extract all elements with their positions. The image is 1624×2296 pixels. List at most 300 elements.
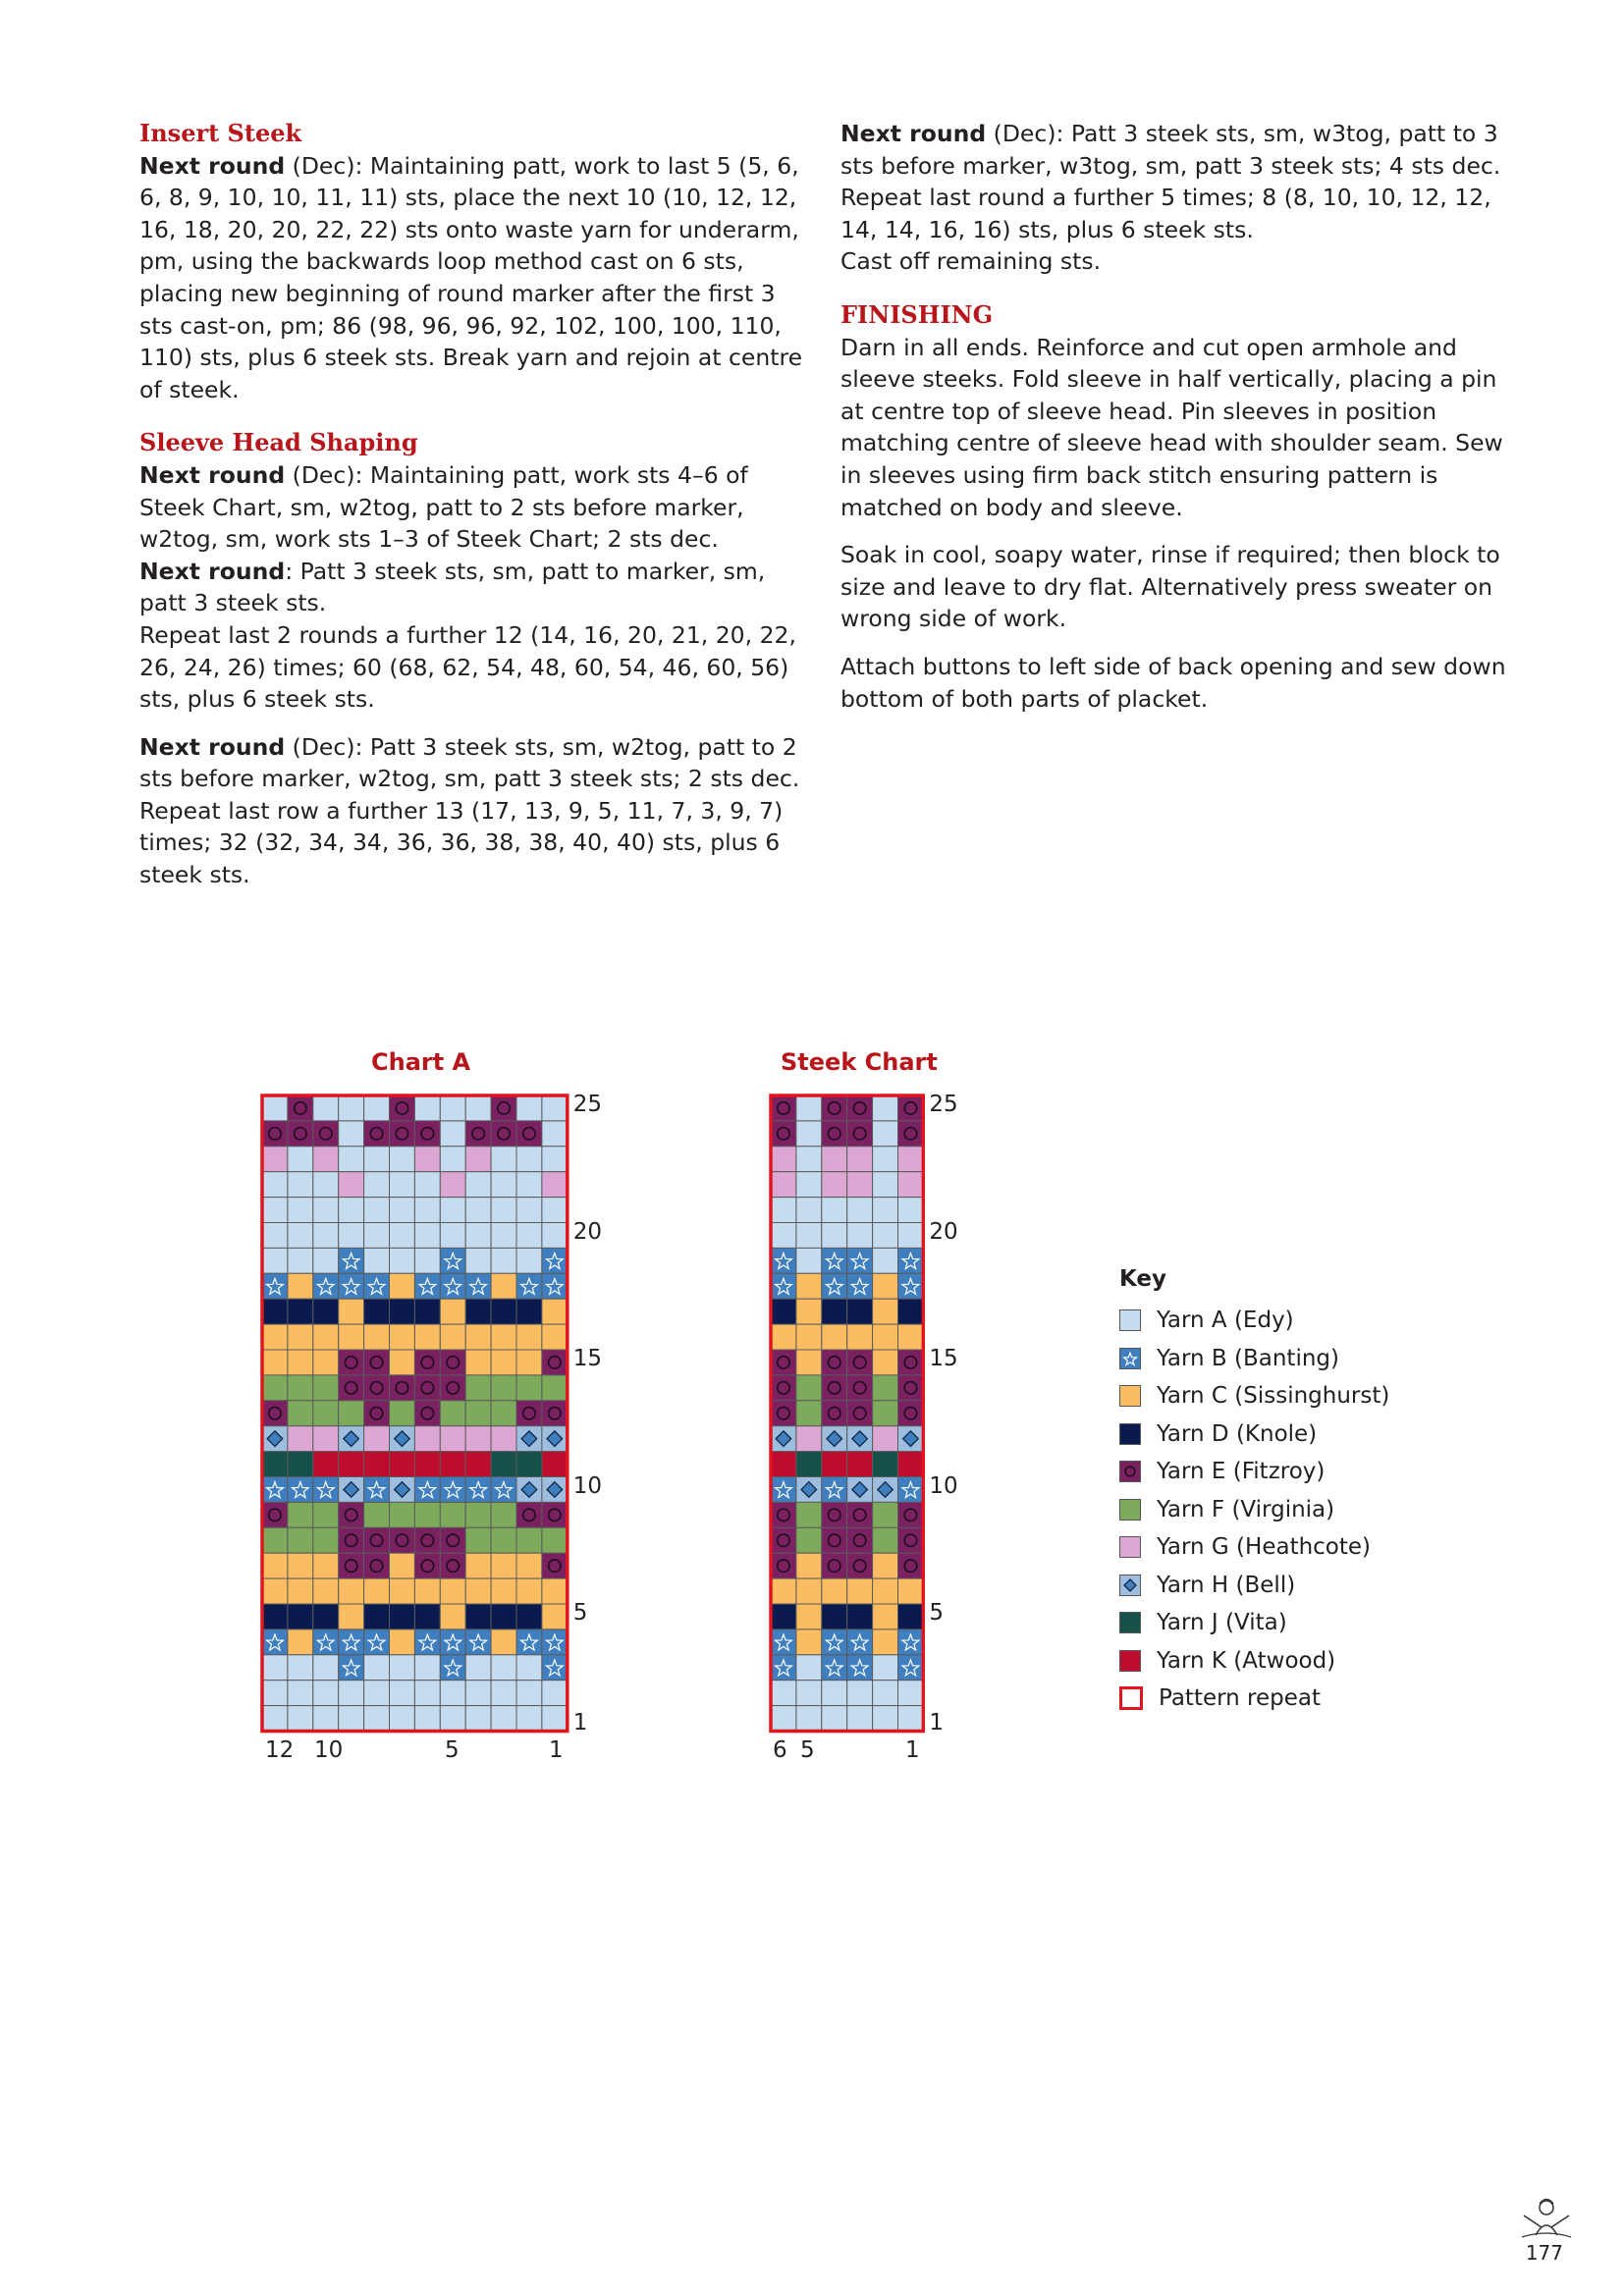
chart-cell <box>440 1401 465 1426</box>
chart-cell <box>847 1553 873 1578</box>
row-label: 25 <box>572 1092 603 1117</box>
chart-cell <box>847 1401 873 1426</box>
chart-cell <box>288 1604 313 1629</box>
yarn-swatch <box>1119 1309 1141 1331</box>
instruction-text: Attach buttons to left side of back opening and sew down bottom of both parts of placket. <box>840 652 1506 713</box>
chart-cell <box>364 1452 390 1477</box>
chart-cell <box>390 1706 415 1732</box>
chart-cell <box>313 1375 339 1401</box>
chart-cell <box>465 1452 491 1477</box>
chart-cell <box>262 1604 288 1629</box>
chart-cell <box>440 1706 465 1732</box>
chart-cell <box>390 1502 415 1527</box>
chart-cell <box>288 1681 313 1706</box>
chart-cell <box>414 1452 440 1477</box>
chart-cell <box>364 1502 390 1527</box>
row-label: 20 <box>929 1218 958 1245</box>
chart-cell <box>898 1223 924 1249</box>
column-label: 1 <box>905 1736 920 1763</box>
column-label: 12 <box>265 1736 295 1763</box>
chart-cell <box>516 1401 542 1426</box>
chart-cell <box>390 1655 415 1681</box>
chart-cell <box>873 1248 898 1273</box>
instruction-paragraph <box>840 539 1508 635</box>
instruction-line <box>139 731 807 795</box>
instruction-line <box>840 332 1508 524</box>
instruction-text: (Dec): Patt 3 steek sts, sm, w2tog, patt to 2 sts before marker, w2tog, sm, patt 3 steek sts; 2 sts dec. <box>139 732 800 793</box>
chart-cell <box>822 1375 847 1401</box>
key-item <box>1119 1302 1389 1340</box>
chart-cell <box>491 1324 516 1350</box>
chart-cell <box>465 1401 491 1426</box>
chart-cell <box>262 1147 288 1172</box>
chart-cell <box>262 1248 288 1273</box>
row-label: 5 <box>929 1600 945 1626</box>
chart-cell <box>542 1706 568 1732</box>
chart-cell <box>390 1248 415 1273</box>
chart-cell <box>414 1324 440 1350</box>
chart-title: Chart A <box>371 1048 471 1076</box>
chart-cell <box>847 1502 873 1527</box>
chart-cell <box>822 1604 847 1629</box>
chart-cell <box>847 1706 873 1732</box>
chart-cell <box>898 1375 924 1401</box>
chart-cell <box>465 1172 491 1198</box>
chart-cell <box>364 1375 390 1401</box>
chart-cell <box>390 1198 415 1223</box>
chart-cell <box>542 1553 568 1578</box>
chart-cell <box>465 1198 491 1223</box>
chart-cell <box>516 1527 542 1553</box>
section-heading: Sleeve Head Shaping <box>139 428 418 457</box>
chart-cell <box>414 1350 440 1375</box>
chart-cell <box>796 1095 822 1121</box>
chart-cell <box>440 1299 465 1324</box>
chart-title: Steek Chart <box>781 1048 938 1076</box>
chart-cell <box>847 1198 873 1223</box>
chart-cell <box>414 1172 440 1198</box>
chart-cell <box>822 1299 847 1324</box>
chart-cell <box>873 1223 898 1249</box>
row-label: 25 <box>929 1092 958 1117</box>
chart-cell <box>898 1553 924 1578</box>
chart-cell <box>440 1375 465 1401</box>
chart-cell <box>516 1147 542 1172</box>
chart-cell <box>847 1147 873 1172</box>
chart-cell <box>440 1095 465 1121</box>
chart-cell <box>822 1578 847 1604</box>
chart-cell <box>364 1681 390 1706</box>
chart-cell <box>516 1375 542 1401</box>
chart-cell <box>796 1172 822 1198</box>
chart-cell <box>313 1401 339 1426</box>
chart-cell <box>516 1223 542 1249</box>
chart-cell <box>465 1604 491 1629</box>
key-item <box>1119 1528 1389 1567</box>
section-heading: FINISHING <box>840 299 994 329</box>
chart-cell <box>771 1095 796 1121</box>
chart-cell <box>873 1121 898 1147</box>
chart-cell <box>516 1706 542 1732</box>
chart-cell <box>796 1299 822 1324</box>
chart-cell <box>873 1655 898 1681</box>
chart-cell <box>771 1121 796 1147</box>
chart-cell <box>898 1604 924 1629</box>
chart-cell <box>491 1706 516 1732</box>
key-label: Yarn E (Fitzroy) <box>1157 1459 1326 1485</box>
chart-cell <box>364 1324 390 1350</box>
section-heading: Insert Steek <box>139 119 302 147</box>
instruction-label: Next round <box>139 151 286 180</box>
chart-cell <box>390 1147 415 1172</box>
yarn-swatch <box>1119 1423 1141 1445</box>
chart-cell <box>288 1706 313 1732</box>
chart-cell <box>491 1604 516 1629</box>
instruction-label: Next round <box>139 557 286 585</box>
chart-cell <box>873 1527 898 1553</box>
instruction-text: Cast off remaining sts. <box>840 247 1102 276</box>
key-label: Yarn J (Vita) <box>1157 1610 1287 1636</box>
key-item <box>1119 1377 1389 1415</box>
column-label: 5 <box>445 1736 460 1763</box>
chart-cell <box>491 1172 516 1198</box>
chart-cell <box>465 1553 491 1578</box>
chart-cell <box>516 1324 542 1350</box>
chart-cell <box>364 1095 390 1121</box>
chart-cell <box>873 1350 898 1375</box>
key-label: Pattern repeat <box>1159 1685 1322 1712</box>
chart-cell <box>847 1299 873 1324</box>
chart-cell <box>262 1578 288 1604</box>
chart-cell <box>542 1604 568 1629</box>
chart-cell <box>771 1350 796 1375</box>
chart-cell <box>542 1121 568 1147</box>
chart-cell <box>262 1681 288 1706</box>
instruction-text: (Dec): Maintaining patt, work sts 4–6 of Steek Chart, sm, w2tog, patt to 2 sts before marker, w2tog, sm, work sts 1–3 of Steek Chart; 2 sts dec. <box>139 460 748 554</box>
yarn-swatch <box>1119 1499 1141 1521</box>
chart-cell <box>414 1147 440 1172</box>
chart-cell <box>288 1629 313 1655</box>
instruction-label: Next round <box>139 732 286 761</box>
chart-cell <box>898 1452 924 1477</box>
chart-cell <box>465 1147 491 1172</box>
chart-cell <box>873 1198 898 1223</box>
chart-cell <box>873 1172 898 1198</box>
chart-cell <box>440 1350 465 1375</box>
chart-cell <box>390 1299 415 1324</box>
key-label: Yarn F (Virginia) <box>1157 1496 1335 1522</box>
chart-cell <box>465 1706 491 1732</box>
chart-cell <box>771 1706 796 1732</box>
chart-cell <box>796 1655 822 1681</box>
chart-cell <box>822 1198 847 1223</box>
chart-cell <box>873 1706 898 1732</box>
chart-cell <box>771 1401 796 1426</box>
chart-cell <box>542 1502 568 1527</box>
chart-cell <box>898 1706 924 1732</box>
chart-cell <box>288 1223 313 1249</box>
instruction-line <box>139 619 807 716</box>
chart-cell <box>414 1527 440 1553</box>
chart-cell <box>516 1452 542 1477</box>
chart-cell <box>364 1401 390 1426</box>
chart-cell <box>873 1629 898 1655</box>
chart-cell <box>898 1198 924 1223</box>
chart-cell <box>465 1324 491 1350</box>
chart-cell <box>491 1198 516 1223</box>
instruction-text: Repeat last round a further 5 times; 8 (8, 10, 10, 12, 12, 14, 14, 16, 16) sts, plus 6 steek sts. <box>840 184 1491 243</box>
chart-cell <box>313 1147 339 1172</box>
key-item <box>1119 1604 1389 1642</box>
row-label: 20 <box>572 1218 603 1245</box>
chart-cell <box>440 1553 465 1578</box>
chart-cell <box>771 1604 796 1629</box>
chart-cell <box>414 1401 440 1426</box>
chart-cell <box>313 1248 339 1273</box>
chart-cell <box>390 1121 415 1147</box>
chart-cell <box>771 1681 796 1706</box>
chart-cell <box>288 1324 313 1350</box>
chart-cell <box>465 1578 491 1604</box>
chart-cell <box>491 1147 516 1172</box>
chart-cell <box>414 1578 440 1604</box>
chart-cell <box>491 1095 516 1121</box>
column-label: 10 <box>314 1736 344 1763</box>
key-item <box>1119 1340 1389 1378</box>
key-label: Yarn H (Bell) <box>1157 1572 1296 1598</box>
chart-cell <box>491 1426 516 1452</box>
chart-cell <box>364 1527 390 1553</box>
chart-cell <box>822 1121 847 1147</box>
chart-cell <box>364 1147 390 1172</box>
chart-cell <box>414 1095 440 1121</box>
chart-cell <box>491 1401 516 1426</box>
chart-cell <box>796 1401 822 1426</box>
chart-cell <box>390 1350 415 1375</box>
key-title: Key <box>1119 1266 1167 1292</box>
chart-cell <box>288 1248 313 1273</box>
chart-cell <box>873 1452 898 1477</box>
column-label: 5 <box>800 1736 815 1763</box>
chart-cell <box>390 1629 415 1655</box>
chart-cell <box>313 1604 339 1629</box>
instruction-paragraph <box>139 150 807 406</box>
chart-cell <box>313 1527 339 1553</box>
chart-cell <box>390 1527 415 1553</box>
chart-cell <box>262 1121 288 1147</box>
chart-cell <box>364 1223 390 1249</box>
knitter-mascot-icon <box>1516 2194 1577 2243</box>
instruction-paragraph <box>840 118 1508 278</box>
chart-cell <box>440 1578 465 1604</box>
chart-cell <box>440 1121 465 1147</box>
chart-cell <box>491 1553 516 1578</box>
chart-cell <box>465 1121 491 1147</box>
chart-cell <box>516 1198 542 1223</box>
chart-cell <box>796 1426 822 1452</box>
chart-cell <box>262 1401 288 1426</box>
chart-cell <box>516 1121 542 1147</box>
yarn-swatch <box>1119 1650 1141 1672</box>
chart-cell <box>873 1147 898 1172</box>
chart-cell <box>796 1527 822 1553</box>
chart-cell <box>440 1324 465 1350</box>
chart-cell <box>262 1198 288 1223</box>
key-label: Yarn B (Banting) <box>1157 1345 1339 1371</box>
chart-cell <box>796 1121 822 1147</box>
chart-cell <box>491 1248 516 1273</box>
chart-cell <box>465 1527 491 1553</box>
chart-cell <box>491 1502 516 1527</box>
chart-cell <box>390 1604 415 1629</box>
chart-cell <box>339 1299 364 1324</box>
chart-cell <box>414 1706 440 1732</box>
instruction-paragraph <box>139 459 807 716</box>
key-item <box>1119 1642 1389 1681</box>
chart-cell <box>288 1502 313 1527</box>
chart-cell <box>516 1502 542 1527</box>
key-label: Yarn D (Knole) <box>1157 1420 1318 1447</box>
chart-cell <box>465 1655 491 1681</box>
chart-cell <box>465 1299 491 1324</box>
chart-cell <box>542 1578 568 1604</box>
instruction-line <box>139 459 807 556</box>
chart-cell <box>898 1095 924 1121</box>
chart-cell <box>873 1681 898 1706</box>
row-label: 15 <box>929 1346 958 1371</box>
instruction-line <box>840 651 1508 715</box>
chart-cell <box>542 1172 568 1198</box>
chart-cell <box>390 1578 415 1604</box>
chart-cell <box>796 1198 822 1223</box>
chart-cell <box>898 1578 924 1604</box>
chart-cell <box>822 1223 847 1249</box>
chart-cell <box>339 1502 364 1527</box>
chart-cell <box>390 1273 415 1299</box>
chart-cell <box>364 1655 390 1681</box>
chart-cell <box>414 1502 440 1527</box>
column-label: 6 <box>773 1736 787 1763</box>
chart-cell <box>542 1095 568 1121</box>
instruction-line <box>840 182 1508 245</box>
chart-cell <box>288 1095 313 1121</box>
yarn-swatch <box>1119 1536 1141 1558</box>
row-label: 1 <box>572 1709 588 1735</box>
chart-cell <box>796 1629 822 1655</box>
chart-cell <box>339 1198 364 1223</box>
instruction-line <box>139 556 807 619</box>
chart-cell <box>822 1452 847 1477</box>
chart-cell <box>414 1299 440 1324</box>
chart-cell <box>516 1604 542 1629</box>
chart-cell <box>491 1121 516 1147</box>
chart-cell <box>516 1172 542 1198</box>
right-column <box>840 118 1508 715</box>
chart-cell <box>898 1350 924 1375</box>
chart-cell <box>847 1375 873 1401</box>
chart-cell <box>288 1273 313 1299</box>
yarn-swatch <box>1119 1575 1141 1596</box>
chart-cell <box>796 1604 822 1629</box>
chart-cell <box>516 1655 542 1681</box>
chart-cell <box>796 1681 822 1706</box>
chart-cell <box>822 1553 847 1578</box>
yarn-swatch <box>1119 1612 1141 1633</box>
row-label: 5 <box>572 1600 588 1626</box>
chart-cell <box>873 1095 898 1121</box>
chart-cell <box>465 1223 491 1249</box>
chart-cell <box>771 1198 796 1223</box>
instruction-text: Repeat last row a further 13 (17, 13, 9, 5, 11, 7, 3, 9, 7) times; 32 (32, 34, 34, 36, 36, 38, 38, 40, 40) sts, plus 6 steek sts. <box>139 796 784 889</box>
chart-grid <box>769 1094 925 1734</box>
chart-cell <box>516 1578 542 1604</box>
chart-cell <box>288 1198 313 1223</box>
chart-cell <box>414 1223 440 1249</box>
chart-cell <box>414 1553 440 1578</box>
chart-cell <box>847 1350 873 1375</box>
chart-cell <box>288 1452 313 1477</box>
key-item <box>1119 1491 1389 1529</box>
instruction-label: Next round <box>139 460 286 489</box>
chart-cell <box>873 1401 898 1426</box>
chart-cell <box>313 1172 339 1198</box>
chart-cell <box>313 1223 339 1249</box>
chart-cell <box>491 1681 516 1706</box>
pattern-repeat-swatch <box>1119 1686 1143 1710</box>
chart-cell <box>771 1223 796 1249</box>
chart-cell <box>771 1147 796 1172</box>
chart-cell <box>364 1198 390 1223</box>
chart-cell <box>796 1248 822 1273</box>
chart-cell <box>542 1401 568 1426</box>
chart-cell <box>796 1273 822 1299</box>
chart-cell <box>339 1452 364 1477</box>
chart-cell <box>491 1299 516 1324</box>
chart-cell <box>898 1121 924 1147</box>
key-label: Yarn A (Edy) <box>1157 1308 1294 1334</box>
chart-cell <box>491 1452 516 1477</box>
chart-cell <box>771 1527 796 1553</box>
chart-cell <box>898 1147 924 1172</box>
chart-cell <box>364 1706 390 1732</box>
chart-cell <box>542 1299 568 1324</box>
chart-cell <box>440 1604 465 1629</box>
instruction-paragraph <box>139 731 807 891</box>
chart-cell <box>414 1426 440 1452</box>
chart-cell <box>288 1172 313 1198</box>
instruction-text: Repeat last 2 rounds a further 12 (14, 16, 20, 21, 20, 22, 26, 24, 26) times; 60 (68, 62, 54, 48, 60, 54, 46, 60, 56) sts, plus 6 steek sts. <box>139 620 796 714</box>
chart-cell <box>822 1095 847 1121</box>
chart-cell <box>414 1198 440 1223</box>
chart-cell <box>822 1502 847 1527</box>
page-number: 177 <box>1525 2241 1563 2265</box>
chart-cell <box>796 1223 822 1249</box>
chart-cell <box>313 1095 339 1121</box>
chart-cell <box>339 1121 364 1147</box>
instruction-text: (Dec): Patt 3 steek sts, sm, w3tog, patt to 3 sts before marker, w3tog, sm, patt 3 steek sts; 4 sts dec. <box>840 120 1501 180</box>
chart-cell <box>313 1452 339 1477</box>
chart-cell <box>542 1350 568 1375</box>
chart-cell <box>313 1121 339 1147</box>
chart-cell <box>873 1502 898 1527</box>
key-label: Yarn C (Sissinghurst) <box>1157 1383 1390 1410</box>
chart-cell <box>465 1426 491 1452</box>
chart-cell <box>390 1095 415 1121</box>
chart-cell <box>873 1553 898 1578</box>
chart-cell <box>771 1172 796 1198</box>
chart-cell <box>339 1350 364 1375</box>
chart-cell <box>390 1681 415 1706</box>
